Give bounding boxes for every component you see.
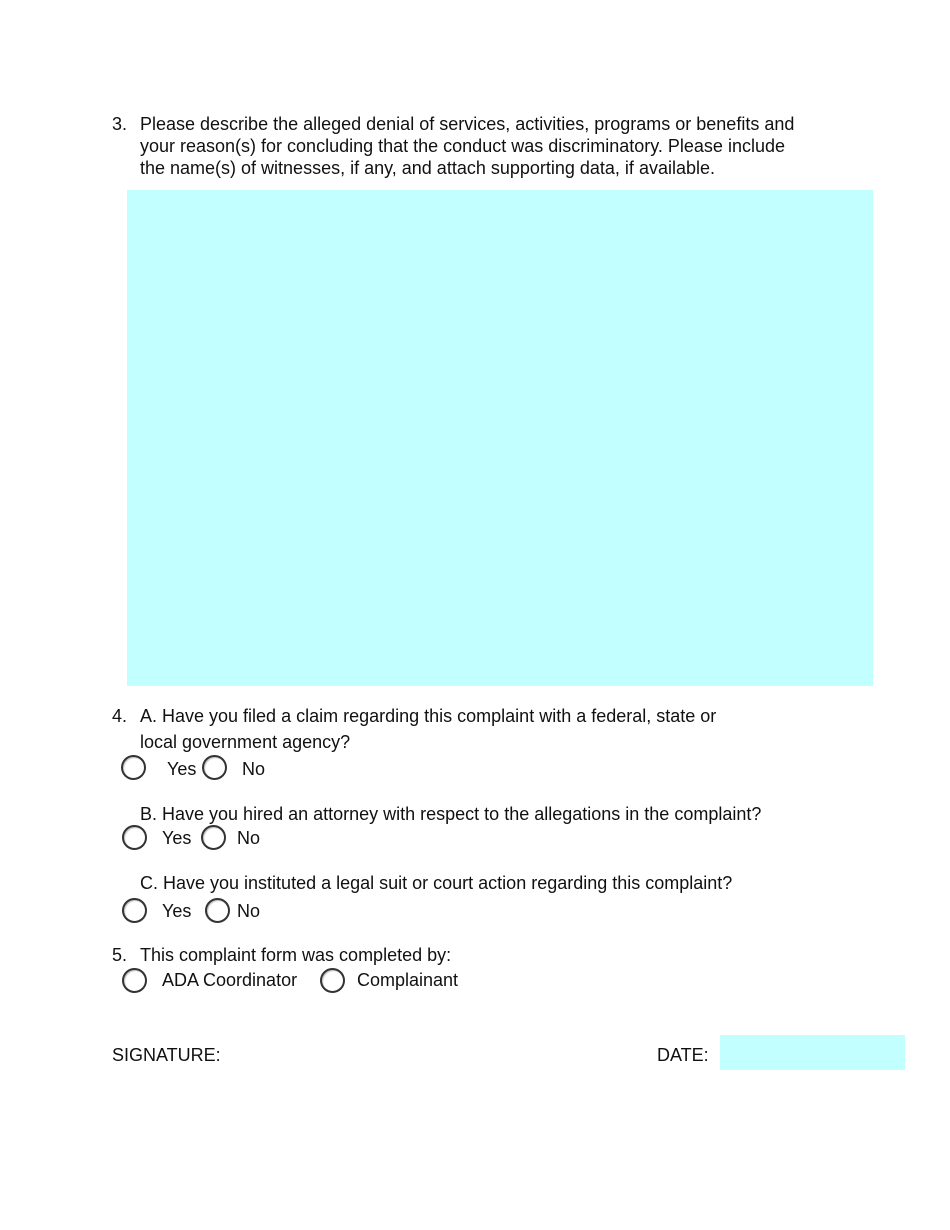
q4b-yes-radio[interactable]: [122, 825, 147, 850]
question-4a-line-2: local government agency?: [140, 732, 351, 752]
q4b-no-label: No: [237, 828, 261, 848]
question-5-text: This complaint form was completed by:: [140, 945, 452, 965]
date-input[interactable]: [720, 1035, 905, 1070]
q4c-yes-label: Yes: [162, 901, 192, 921]
description-text-area[interactable]: [127, 190, 873, 686]
question-4a-line-1: A. Have you filed a claim regarding this complaint with a federal, state or: [140, 706, 717, 726]
question-3-line-1: Please describe the alleged denial of services, activities, programs or benefits and: [140, 114, 795, 134]
ada-coordinator-radio[interactable]: [122, 968, 147, 993]
question-3-line-2: your reason(s) for concluding that the conduct was discriminatory. Please include: [140, 136, 785, 156]
q4c-no-label: No: [237, 901, 261, 921]
q4a-no-radio[interactable]: [202, 755, 227, 780]
question-3-number: 3.: [112, 114, 128, 134]
date-label: DATE:: [657, 1045, 709, 1065]
q4c-yes-radio[interactable]: [122, 898, 147, 923]
complainant-radio[interactable]: [320, 968, 345, 993]
q4c-no-radio[interactable]: [205, 898, 230, 923]
ada-coordinator-label: ADA Coordinator: [162, 970, 298, 990]
question-3-line-3: the name(s) of witnesses, if any, and attach supporting data, if available.: [140, 158, 715, 178]
q4a-yes-label: Yes: [167, 759, 197, 779]
question-5-number: 5.: [112, 945, 128, 965]
complainant-label: Complainant: [357, 970, 459, 990]
q4b-no-radio[interactable]: [201, 825, 226, 850]
question-4c-text: C. Have you instituted a legal suit or court action regarding this complaint?: [140, 873, 733, 893]
signature-label: SIGNATURE:: [112, 1045, 221, 1065]
q4a-yes-radio[interactable]: [121, 755, 146, 780]
question-4-number: 4.: [112, 706, 128, 726]
q4b-yes-label: Yes: [162, 828, 192, 848]
q4a-no-label: No: [242, 759, 266, 779]
question-4b-text: B. Have you hired an attorney with respect to the allegations in the complaint?: [140, 804, 762, 824]
